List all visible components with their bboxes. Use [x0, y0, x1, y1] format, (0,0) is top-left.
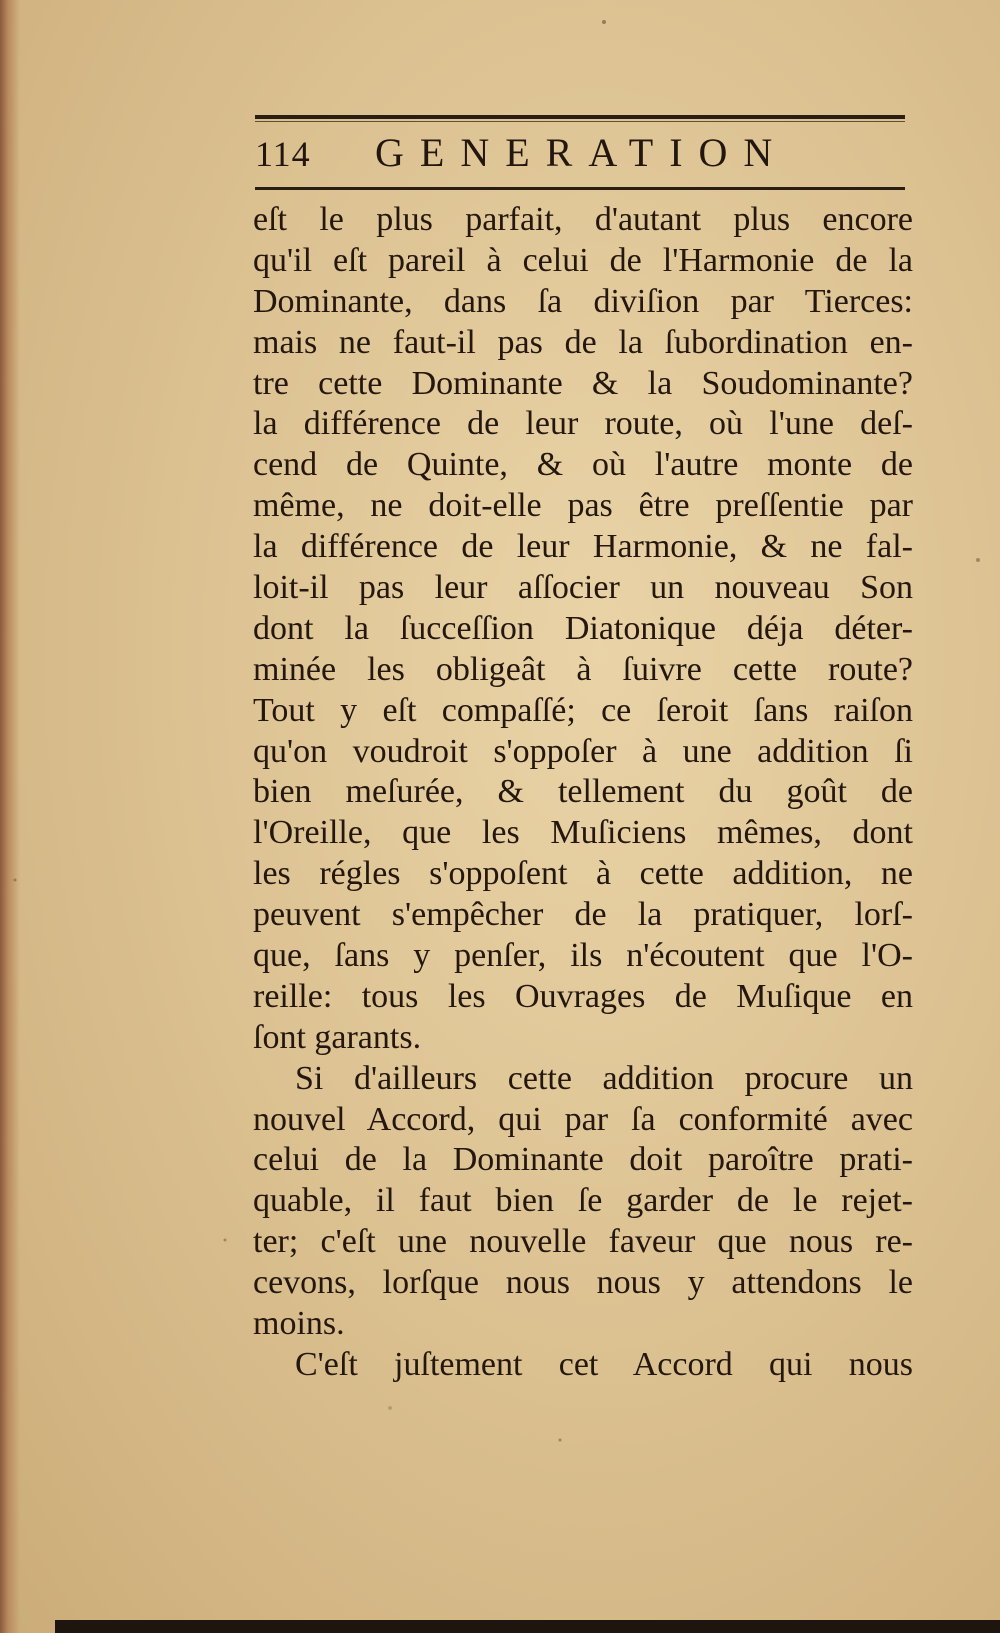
- header-bottom-rule: [255, 187, 905, 190]
- text-line: mais ne faut-il pas de la ſubordination en-: [253, 323, 913, 361]
- header-top-thin-rule: [255, 121, 905, 122]
- text-line: la différence de leur Harmonie, & ne fal-: [253, 528, 913, 566]
- text-line: cevons, lorſque nous nous y attendons le: [253, 1264, 913, 1302]
- text-line: peuvent s'empêcher de la pratiquer, lorſ-: [253, 896, 913, 934]
- text-line: bien meſurée, & tellement du goût de: [253, 773, 913, 811]
- text-line: qu'il eſt pareil à celui de l'Harmonie de la: [253, 241, 913, 279]
- body-text: [253, 200, 913, 1386]
- text-line: qu'on voudroit s'oppoſer à une addition ſi: [253, 732, 913, 770]
- text-line: eſt le plus parfait, d'autant plus encore: [253, 201, 913, 238]
- text-line: l'Oreille, que les Muſiciens mêmes, dont: [253, 814, 913, 852]
- page-bottom-edge: [55, 1620, 1000, 1633]
- text-line: Tout y eſt compaſſé; ce ſeroit ſans raiſon: [253, 691, 913, 729]
- text-line: moins.: [253, 1305, 345, 1343]
- text-line: reille: tous les Ouvrages de Muſique en: [253, 977, 913, 1015]
- text-line: que, ſans y penſer, ils n'écoutent que l'O-: [253, 937, 913, 975]
- text-line: Dominante, dans ſa diviſion par Tierces:: [253, 282, 913, 320]
- running-head: [255, 125, 905, 185]
- text-line: ſont garants.: [253, 1018, 422, 1056]
- text-line: quable, il faut bien ſe garder de le rejet-: [253, 1182, 913, 1220]
- header-top-rule: [255, 115, 905, 119]
- text-line: la différence de leur route, où l'une deſ-: [253, 405, 913, 443]
- text-line: nouvel Accord, qui par ſa conformité avec: [253, 1100, 913, 1138]
- text-line: Si d'ailleurs cette addition procure un: [295, 1059, 913, 1097]
- binding-edge: [0, 0, 20, 1633]
- text-line: loit-il pas leur aſſocier un nouveau Son: [253, 569, 913, 607]
- running-title: GENERATION: [375, 130, 789, 175]
- text-line: dont la ſucceſſion Diatonique déja déter-: [253, 609, 913, 647]
- text-line: les régles s'oppoſent à cette addition, ne: [253, 855, 913, 893]
- text-line: minée les obligeât à ſuivre cette route?: [253, 650, 913, 688]
- text-line: celui de la Dominante doit paroître prati-: [253, 1141, 913, 1179]
- text-line: tre cette Dominante & la Soudominante?: [253, 364, 913, 402]
- text-line: cend de Quinte, & où l'autre monte de: [253, 446, 913, 484]
- page-number: 114: [255, 134, 311, 174]
- text-line: C'eſt juſtement cet Accord qui nous: [295, 1345, 913, 1383]
- text-line: ter; c'eſt une nouvelle faveur que nous re-: [253, 1223, 913, 1261]
- text-line: même, ne doit-elle pas être preſſentie par: [253, 487, 913, 525]
